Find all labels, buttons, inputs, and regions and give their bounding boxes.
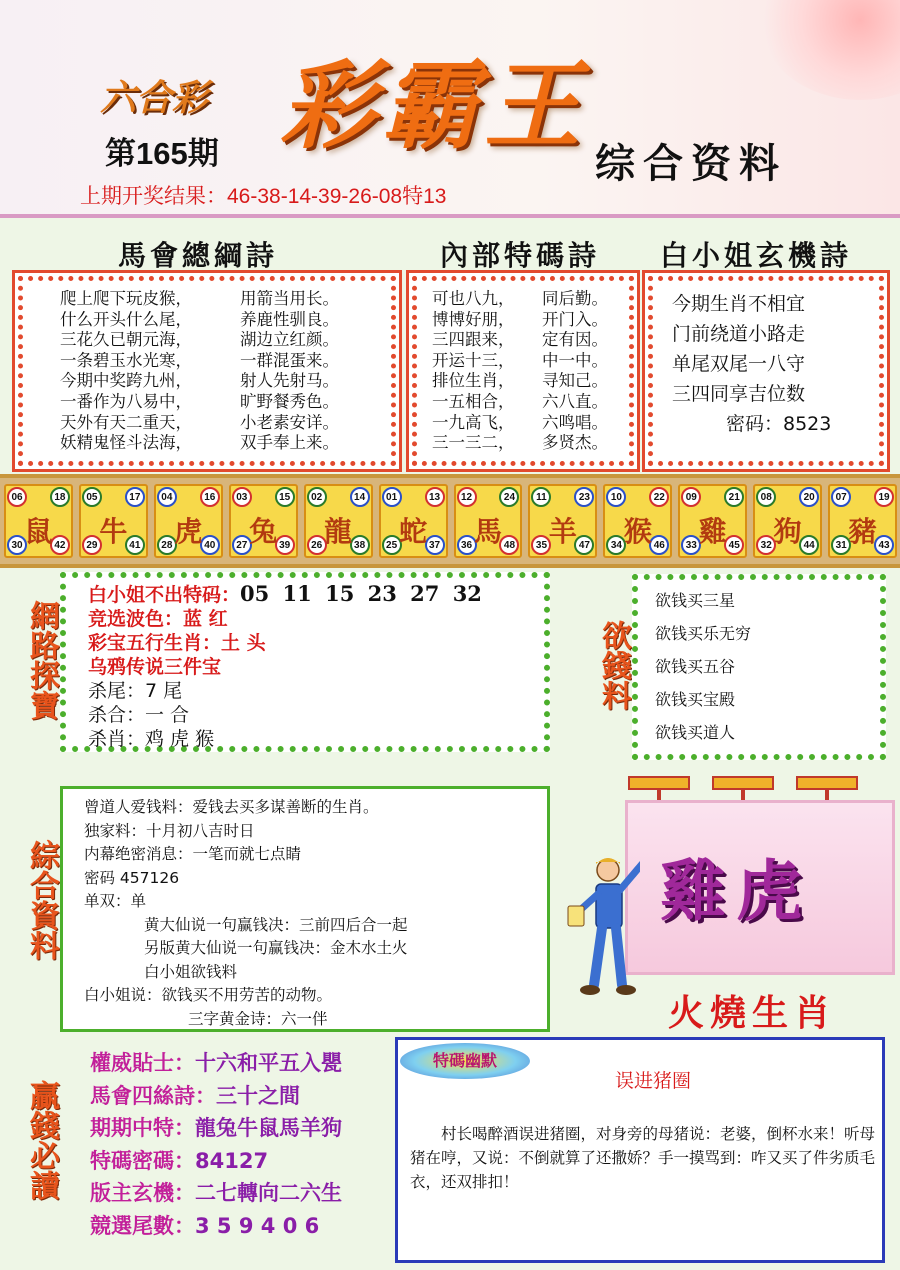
poem-middle-line bbox=[432, 392, 608, 413]
poem-half: 天外有天二重天， bbox=[60, 412, 192, 432]
zodiac-card bbox=[304, 484, 373, 558]
tip-value: 二七轉向二六生 bbox=[195, 1181, 342, 1205]
poem-left-line bbox=[60, 413, 339, 434]
tip-label: 特碼密碼： bbox=[90, 1148, 195, 1173]
zodiac-number-ball: 38 bbox=[350, 535, 370, 555]
heading-left: 馬會總綱詩 bbox=[118, 239, 279, 272]
poem-half: 开运十三， bbox=[432, 350, 515, 370]
poem-half: 一群混蛋来。 bbox=[240, 350, 339, 370]
poem-half: 射人先射马。 bbox=[240, 371, 339, 391]
poem-right-line: 今期生肖不相宜 bbox=[672, 293, 806, 315]
zodiac-animal-icon: 兔 bbox=[249, 515, 278, 548]
fire-zodiac-label: 火燒生肖 bbox=[668, 992, 837, 1034]
network-content bbox=[88, 582, 482, 751]
poem-half: 定有因。 bbox=[542, 330, 608, 350]
poem-left-line bbox=[60, 330, 339, 351]
poem-middle-line bbox=[432, 351, 608, 372]
zodiac-animal-icon: 牛 bbox=[99, 515, 128, 548]
zodiac-number-ball: 42 bbox=[50, 535, 70, 555]
tip-label: 馬會四絲詩： bbox=[90, 1083, 216, 1108]
poem-half: 养鹿性驯良。 bbox=[240, 309, 339, 329]
zodiac-card bbox=[528, 484, 597, 558]
heading-middle: 內部特碼詩 bbox=[440, 239, 601, 272]
header-subtitle: 综合资料 bbox=[595, 140, 787, 187]
zodiac-number-ball: 27 bbox=[232, 535, 252, 555]
poem-half: 一五相合， bbox=[432, 391, 515, 411]
zodiac-number-ball: 03 bbox=[232, 487, 252, 507]
composite-line: 单双：单 bbox=[84, 892, 147, 910]
tip-row bbox=[90, 1080, 342, 1113]
network-label: 竞选波色： bbox=[88, 608, 184, 630]
zodiac-number-ball: 41 bbox=[125, 535, 145, 555]
composite-line: 三字黄金诗：六一伴 bbox=[188, 1009, 328, 1028]
zodiac-number-ball: 39 bbox=[275, 535, 295, 555]
humor-text: 村长喝醉酒误进猪圈，对身旁的母猪说：老婆，倒杯水来！听母猪在哼，又说：不倒就算了还撒娇？手一摸骂到：咋又买了件劣质毛衣，还双排扣！ bbox=[410, 1125, 876, 1191]
zodiac-animal-icon: 豬 bbox=[848, 515, 877, 548]
poem-middle-line bbox=[432, 371, 608, 392]
zodiac-animal-icon: 羊 bbox=[548, 515, 577, 548]
tip-label: 權威貼士： bbox=[90, 1051, 195, 1075]
tip-row bbox=[90, 1145, 342, 1178]
poem-half: 可也八九， bbox=[432, 289, 515, 308]
composite-line: 黄大仙说一句赢钱决：三前四后合一起 bbox=[144, 915, 408, 934]
poem-half: 排位生肖， bbox=[432, 371, 515, 391]
tip-value: 三十之間 bbox=[216, 1083, 300, 1108]
poem-half: 什么开头什么尾， bbox=[60, 309, 192, 329]
zodiac-number-ball: 04 bbox=[157, 487, 177, 507]
composite-line: 独家料：十月初八吉时日 bbox=[84, 821, 255, 840]
network-value: 土 头 bbox=[221, 632, 266, 654]
zodiac-number-ball: 05 bbox=[82, 487, 102, 507]
humor-title: 误进猪圈 bbox=[615, 1070, 692, 1092]
network-line-6 bbox=[88, 703, 482, 727]
zodiac-card bbox=[828, 484, 897, 558]
zodiac-number-ball: 01 bbox=[382, 487, 402, 507]
poem-half: 小老素安详。 bbox=[240, 412, 339, 432]
tips-list bbox=[90, 1047, 342, 1242]
side-label-text: 綜合資料 bbox=[24, 840, 59, 960]
zodiac-strip bbox=[0, 474, 900, 568]
side-label-money bbox=[594, 620, 631, 710]
money-list-item: 欲钱买宝殿 bbox=[655, 690, 736, 709]
zodiac-animal-icon: 狗 bbox=[773, 515, 802, 548]
zodiac-number-ball: 34 bbox=[606, 535, 626, 555]
composite-line: 内幕绝密消息：一笔而就七点睛 bbox=[84, 845, 302, 863]
network-line-4: 乌鸦传说三件宝 bbox=[88, 656, 222, 678]
network-line-2 bbox=[88, 607, 482, 631]
poem-half: 妖精鬼怪斗法海， bbox=[60, 433, 192, 453]
network-label: 白小姐不出特码： bbox=[88, 584, 241, 606]
poem-left-lines bbox=[60, 289, 339, 454]
zodiac-animal-icon: 雞 bbox=[698, 515, 727, 548]
side-label-must-read bbox=[22, 1080, 59, 1200]
money-list-item: 欲钱买五谷 bbox=[655, 657, 736, 676]
zodiac-number-ball: 12 bbox=[457, 487, 477, 507]
zodiac-card bbox=[154, 484, 223, 558]
network-label: 杀尾： bbox=[88, 680, 146, 702]
zodiac-card bbox=[603, 484, 672, 558]
zodiac-number-ball: 45 bbox=[724, 535, 744, 555]
poem-left-line bbox=[60, 392, 339, 413]
zodiac-number-ball: 13 bbox=[425, 487, 445, 507]
humor-badge: 特碼幽默 bbox=[400, 1043, 530, 1079]
zodiac-number-ball: 31 bbox=[831, 535, 851, 555]
poem-middle-line bbox=[432, 433, 608, 454]
poem-half: 用箭当用长。 bbox=[240, 289, 339, 308]
poem-half: 多贤杰。 bbox=[542, 433, 608, 453]
zodiac-number-ball: 33 bbox=[681, 535, 701, 555]
zodiac-number-ball: 25 bbox=[382, 535, 402, 555]
side-label-network bbox=[22, 600, 59, 720]
zodiac-number-ball: 35 bbox=[531, 535, 551, 555]
poem-half: 三一三二， bbox=[432, 433, 515, 453]
poem-half: 六八直。 bbox=[542, 391, 608, 411]
network-label: 杀肖： bbox=[88, 728, 146, 750]
network-line-5 bbox=[88, 679, 482, 703]
poem-half: 爬上爬下玩皮猴， bbox=[60, 289, 192, 308]
tip-value: 十六和平五入甖 bbox=[195, 1051, 342, 1075]
poem-middle-lines bbox=[432, 289, 608, 454]
tip-row bbox=[90, 1210, 342, 1243]
zodiac-animal-icon: 虎 bbox=[174, 515, 203, 548]
zodiac-number-ball: 37 bbox=[425, 535, 445, 555]
poem-right-line: 单尾双尾一八守 bbox=[672, 353, 806, 375]
zodiac-number-ball: 29 bbox=[82, 535, 102, 555]
zodiac-card bbox=[454, 484, 523, 558]
tip-value: 龍兔牛鼠馬羊狗 bbox=[195, 1116, 342, 1140]
zodiac-card bbox=[753, 484, 822, 558]
tip-label: 版主玄機： bbox=[90, 1181, 195, 1205]
network-line-3 bbox=[88, 631, 482, 655]
zodiac-number-ball: 47 bbox=[574, 535, 594, 555]
zodiac-animal-icon: 鼠 bbox=[24, 515, 53, 548]
zodiac-number-ball: 30 bbox=[7, 535, 27, 555]
network-value: 蓝 红 bbox=[183, 608, 228, 630]
money-list bbox=[655, 584, 751, 749]
poem-left-line bbox=[60, 351, 339, 372]
billboard-lamp bbox=[796, 776, 858, 790]
poem-half: 寻知己。 bbox=[542, 371, 608, 391]
tip-row bbox=[90, 1047, 342, 1080]
poem-half: 中一中。 bbox=[542, 350, 608, 370]
network-line-7 bbox=[88, 727, 482, 751]
brand-main-title: 彩霸王 bbox=[280, 49, 586, 162]
poem-half: 同后勤。 bbox=[542, 289, 608, 308]
poem-middle-line bbox=[432, 413, 608, 434]
zodiac-animal-icon: 猴 bbox=[623, 515, 652, 548]
zodiac-number-ball: 26 bbox=[307, 535, 327, 555]
side-label-text: 網路探寶 bbox=[24, 600, 59, 720]
side-label-text: 欲錢料 bbox=[596, 620, 631, 710]
zodiac-number-ball: 48 bbox=[499, 535, 519, 555]
side-label-composite bbox=[22, 840, 59, 960]
zodiac-number-ball: 15 bbox=[275, 487, 295, 507]
poem-right-line: 门前绕道小路走 bbox=[672, 323, 806, 345]
zodiac-card bbox=[229, 484, 298, 558]
money-list-item: 欲钱买三星 bbox=[655, 591, 736, 610]
zodiac-number-ball: 02 bbox=[307, 487, 327, 507]
zodiac-number-ball: 11 bbox=[531, 487, 551, 507]
zodiac-number-ball: 20 bbox=[799, 487, 819, 507]
zodiac-number-ball: 23 bbox=[574, 487, 594, 507]
poem-half: 三花久已朝元海， bbox=[60, 330, 192, 350]
poem-half: 博博好朋， bbox=[432, 309, 515, 329]
zodiac-number-ball: 09 bbox=[681, 487, 701, 507]
money-list-item: 欲钱买道人 bbox=[655, 723, 736, 742]
billboard-lamp bbox=[712, 776, 774, 790]
network-value: 7 尾 bbox=[145, 680, 183, 702]
poem-left-line bbox=[60, 289, 339, 310]
tip-label: 期期中特： bbox=[90, 1116, 195, 1140]
zodiac-number-ball: 46 bbox=[649, 535, 669, 555]
network-line-1 bbox=[88, 582, 482, 607]
poem-half: 三四跟来， bbox=[432, 330, 515, 350]
zodiac-number-ball: 10 bbox=[606, 487, 626, 507]
poem-left-line bbox=[60, 310, 339, 331]
poem-half: 一九高飞， bbox=[432, 412, 515, 432]
poem-half: 湖边立红颜。 bbox=[240, 330, 339, 350]
last-draw-result: 上期开奖结果：46-38-14-39-26-08特13 bbox=[80, 185, 447, 208]
zodiac-number-ball: 08 bbox=[756, 487, 776, 507]
tip-row bbox=[90, 1177, 342, 1210]
painter-figure-icon bbox=[560, 850, 640, 1000]
poem-middle-line bbox=[432, 330, 608, 351]
zodiac-number-ball: 14 bbox=[350, 487, 370, 507]
composite-line: 白小姐欲钱料 bbox=[144, 962, 238, 981]
billboard-lamp bbox=[628, 776, 690, 790]
poem-half: 一条碧玉水光寒， bbox=[60, 350, 192, 370]
poem-middle-line bbox=[432, 289, 608, 310]
tip-value: 84127 bbox=[195, 1148, 269, 1173]
poem-half: 一番作为八易中， bbox=[60, 391, 192, 411]
billboard-text: 雞虎 bbox=[660, 852, 812, 930]
composite-line: 曾道人爱钱料：爱钱去买多谋善断的生肖。 bbox=[84, 798, 379, 816]
poem-half: 开门入。 bbox=[542, 309, 608, 329]
composite-content bbox=[84, 796, 408, 1031]
zodiac-number-ball: 24 bbox=[499, 487, 519, 507]
composite-line: 白小姐说：欲钱买不用劳苦的动物。 bbox=[84, 986, 333, 1004]
zodiac-animal-icon: 龍 bbox=[324, 515, 353, 548]
zodiac-number-ball: 18 bbox=[50, 487, 70, 507]
zodiac-card bbox=[379, 484, 448, 558]
poem-right-code: 密码：8523 bbox=[726, 413, 832, 435]
composite-line: 另版黄大仙说一句赢钱决：金木水土火 bbox=[144, 939, 408, 957]
brand-small-title: 六合彩 bbox=[100, 77, 209, 119]
poem-half: 六鸣唱。 bbox=[542, 412, 608, 432]
composite-line: 密码 457126 bbox=[84, 868, 180, 887]
network-label: 杀合： bbox=[88, 704, 146, 726]
poem-right-lines bbox=[672, 289, 872, 439]
zodiac-number-ball: 40 bbox=[200, 535, 220, 555]
poem-left-line bbox=[60, 433, 339, 454]
money-list-item: 欲钱买乐无穷 bbox=[655, 624, 752, 643]
zodiac-number-ball: 17 bbox=[125, 487, 145, 507]
zodiac-card bbox=[678, 484, 747, 558]
zodiac-number-ball: 36 bbox=[457, 535, 477, 555]
header-divider bbox=[0, 214, 900, 218]
zodiac-number-ball: 19 bbox=[874, 487, 894, 507]
poem-left-line bbox=[60, 371, 339, 392]
zodiac-number-ball: 22 bbox=[649, 487, 669, 507]
zodiac-number-ball: 32 bbox=[756, 535, 776, 555]
zodiac-number-ball: 21 bbox=[724, 487, 744, 507]
zodiac-number-ball: 43 bbox=[874, 535, 894, 555]
zodiac-number-ball: 06 bbox=[7, 487, 27, 507]
tip-label: 競選尾數： bbox=[90, 1213, 195, 1238]
network-value: 鸡 虎 猴 bbox=[145, 728, 215, 750]
zodiac-animal-icon: 馬 bbox=[473, 515, 502, 548]
poem-half: 今期中奖跨九州， bbox=[60, 371, 192, 391]
poem-half: 旷野餐秀色。 bbox=[240, 391, 339, 411]
zodiac-number-ball: 16 bbox=[200, 487, 220, 507]
poem-right-line: 三四同享吉位数 bbox=[672, 383, 806, 405]
heading-right: 白小姐玄機詩 bbox=[660, 239, 853, 272]
zodiac-number-ball: 07 bbox=[831, 487, 851, 507]
zodiac-animal-icon: 蛇 bbox=[399, 515, 428, 548]
zodiac-card bbox=[79, 484, 148, 558]
issue-number: 第165期 bbox=[105, 136, 219, 171]
network-value: 一 合 bbox=[145, 704, 190, 726]
zodiac-number-ball: 44 bbox=[799, 535, 819, 555]
zodiac-card bbox=[4, 484, 73, 558]
tip-row bbox=[90, 1112, 342, 1145]
side-label-text: 贏錢必讀 bbox=[24, 1080, 59, 1200]
network-label: 彩宝五行生肖： bbox=[88, 632, 222, 654]
tip-value: 3 5 9 4 0 6 bbox=[195, 1213, 320, 1238]
network-value: 05 11 15 23 27 32 bbox=[240, 581, 482, 606]
poem-half: 双手奉上来。 bbox=[240, 433, 339, 453]
zodiac-number-ball: 28 bbox=[157, 535, 177, 555]
poem-middle-line bbox=[432, 310, 608, 331]
